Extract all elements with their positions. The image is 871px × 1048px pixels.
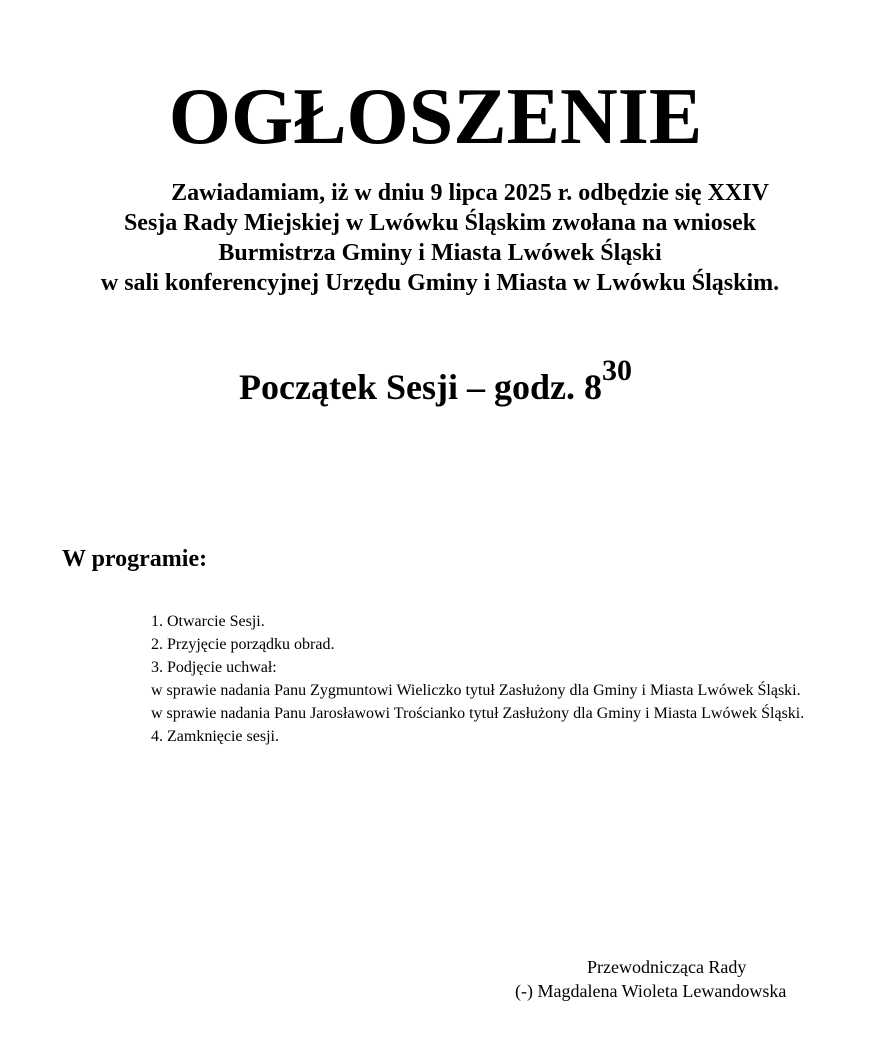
- agenda-item: w sprawie nadania Panu Jarosławowi Trościanko tytuł Zasłużony dla Gminy i Miasta Lwówek Śląski.: [151, 705, 805, 722]
- program-heading: W programie:: [62, 546, 208, 572]
- document-title: OGŁOSZENIE: [168, 73, 703, 161]
- signature-role: Przewodnicząca Rady: [587, 957, 747, 977]
- agenda-item: 1. Otwarcie Sesji.: [151, 613, 265, 630]
- signature-name: (-) Magdalena Wioleta Lewandowska: [515, 981, 787, 1001]
- agenda-list: [151, 610, 811, 748]
- agenda-item: 3. Podjęcie uchwał:: [151, 659, 277, 676]
- session-start-label: Początek Sesji – godz. 8: [239, 367, 602, 407]
- agenda-item: 2. Przyjęcie porządku obrad.: [151, 636, 335, 653]
- intro-line: Sesja Rady Miejskiej w Lwówku Śląskim zwołana na wniosek: [123, 210, 757, 236]
- session-start-time: [0, 354, 871, 412]
- agenda-item: 4. Zamknięcie sesji.: [151, 728, 279, 745]
- intro-line: w sali konferencyjnej Urzędu Gminy i Miasta w Lwówku Śląskim.: [100, 270, 780, 296]
- signature-block: [450, 955, 820, 1003]
- announcement-intro: [30, 178, 850, 298]
- intro-line: Zawiadamiam, iż w dniu 9 lipca 2025 r. odbędzie się XXIV: [171, 180, 769, 206]
- agenda-item: w sprawie nadania Panu Zygmuntowi Wieliczko tytuł Zasłużony dla Gminy i Miasta Lwówek Śląski.: [151, 682, 801, 699]
- intro-line: Burmistrza Gminy i Miasta Lwówek Śląski: [218, 240, 662, 266]
- session-start-minutes: 30: [601, 354, 632, 387]
